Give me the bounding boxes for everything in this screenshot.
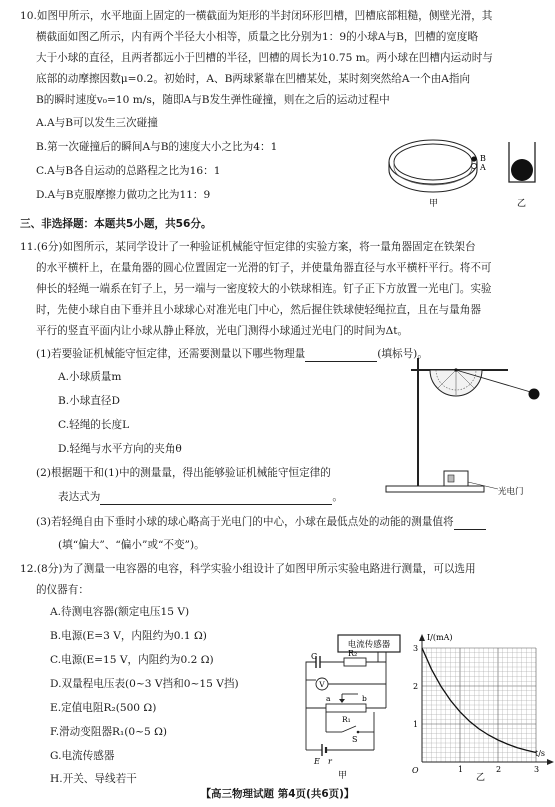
r2-label: R₂ <box>348 649 358 658</box>
sensor-label: 电流传感器 <box>347 640 391 650</box>
q10-line-5: B的瞬时速度v₀=10 m/s，随即A与B发生弹性碰撞，则在之后的运动过程中 <box>36 94 390 106</box>
q12-item-h: H.开关、导线若干 <box>50 773 137 785</box>
groove-figure <box>385 128 550 213</box>
y-tick-label: 1 <box>413 720 419 729</box>
x-axis-label: t/s <box>535 749 546 758</box>
page-footer: 【高三物理试题 第4页(共6页)】 <box>200 788 355 800</box>
x-tick-label: 3 <box>534 765 540 774</box>
q10-line-3: 大于小球的直径，且两者都远小于凹槽的半径，凹槽的周长为10.75 m。两小球在凹槽内运动时与 <box>36 52 493 64</box>
q12-item-f: F.滑动变阻器R₁(0~5 Ω) <box>50 726 168 738</box>
graph-caption: 乙 <box>476 773 486 782</box>
q11-line-5: 平行的竖直平面内让小球从静止释放，光电门测得小球通过光电门的时间为Δt。 <box>36 325 409 337</box>
q10-line-4: 底部的动摩擦因数μ=0.2。初始时，A、B两球紧靠在凹槽某处，某时刻突然给A一个由A指向 <box>36 73 471 85</box>
label-a: A <box>480 163 486 172</box>
q12-item-b: B.电源(E=3 V，内阻约为0.1 Ω) <box>50 630 207 642</box>
switch-label: S <box>352 735 358 744</box>
x-tick-label: 2 <box>496 765 502 774</box>
q11-line-3: 伸长的轻绳一端系在钉子上，另一端与一密度较大的小铁球相连。钉子正下方放置一光电门。实验 <box>36 283 492 295</box>
q11-sub2-tail: 。 <box>332 491 343 503</box>
photogate <box>444 471 468 486</box>
resistor-r2 <box>344 658 366 666</box>
y-axis-label: I/(mA) <box>427 633 453 642</box>
fig-yi-label: 乙 <box>517 199 527 209</box>
q10-option-b: B.第一次碰撞后的瞬间A与B的速度大小之比为4：1 <box>36 141 278 153</box>
q11-option-c: C.轻绳的长度L <box>58 419 130 431</box>
fig-jia-label: 甲 <box>429 199 439 209</box>
q10-line-1: 10.如图甲所示，水平地面上固定的一横截面为矩形的半封闭环形凹槽，凹槽底部粗糙，侧壁光滑，其 <box>20 10 493 22</box>
circuit-caption: 甲 <box>338 771 348 781</box>
pendulum-figure <box>378 346 553 504</box>
q11-sub2-blank[interactable] <box>100 493 332 505</box>
q11-line-2: 的水平横杆上，在量角器的圆心位置固定一光滑的钉子，并使量角器直径与水平横杆平行。将不可 <box>36 262 492 274</box>
current-time-graph <box>408 632 555 782</box>
q12-item-g: G.电流传感器 <box>50 750 115 762</box>
y-tick-label: 2 <box>413 682 419 691</box>
q11-line-4: 时，先使小球自由下垂并且小球球心对准光电门中心，然后握住铁球使轻绳拉直，且在与量角器 <box>36 304 481 316</box>
q11-line-1: 11.(6分)如图所示，某同学设计了一种验证机械能守恒定律的实验方案，将一量角器固定在铁架台 <box>20 241 476 253</box>
x-tick-label: 1 <box>458 765 464 774</box>
ball-a <box>471 163 476 168</box>
q10-option-d: D.A与B克服摩擦力做功之比为11：9 <box>36 189 211 201</box>
label-b: B <box>480 154 486 163</box>
emf-label: E <box>314 757 320 766</box>
q11-sub2-expr <box>58 489 343 505</box>
iron-ball <box>529 389 540 400</box>
rheostat-r1 <box>326 704 366 712</box>
q11-option-a: A.小球质量m <box>58 371 122 383</box>
q12-item-d: D.双量程电压表(0~3 V挡和0~15 V挡) <box>50 678 239 690</box>
q11-option-b: B.小球直径D <box>58 395 121 407</box>
r1-label: R₁ <box>342 715 351 724</box>
cross-section-ball <box>511 159 533 181</box>
q11-sub2-label: 表达式为 <box>58 491 101 503</box>
terminal-b: b <box>362 694 367 703</box>
voltmeter-label: V <box>319 680 325 689</box>
capacitor-label: C <box>311 652 318 661</box>
q11-sub3 <box>36 514 486 530</box>
q11-sub3-blank[interactable] <box>454 518 486 530</box>
circuit-diagram <box>298 632 410 782</box>
photogate-label: 光电门 <box>498 487 524 497</box>
q10-option-c: C.A与B各自运动的总路程之比为16：1 <box>36 165 221 177</box>
q12-item-e: E.定值电阻R₂(500 Ω) <box>50 702 157 714</box>
q11-sub3-hint: (填“偏大”、“偏小”或“不变”)。 <box>58 539 205 551</box>
q10-line-2: 横截面如图乙所示，内有两个半径大小相等，质量之比分别为1：9的小球A与B，凹槽的宽度略 <box>36 31 479 43</box>
q12-item-a: A.待测电容器(额定电压15 V) <box>50 606 190 618</box>
q12-line-1: 12.(8分)为了测量一电容器的电容，科学实验小组设计了如图甲所示实验电路进行测量，可以选用 <box>20 563 476 575</box>
q11-sub1-tail: (填标号)。 <box>377 348 428 360</box>
q12-item-c: C.电源(E=15 V，内阻约为0.2 Ω) <box>50 654 214 666</box>
q11-sub1-blank[interactable] <box>305 350 377 362</box>
section-heading: 三、非选择题：本题共5小题，共56分。 <box>20 218 212 230</box>
origin-label: O <box>412 766 419 775</box>
terminal-a: a <box>326 694 331 703</box>
q11-sub1 <box>36 346 428 362</box>
y-tick-label: 3 <box>413 644 419 653</box>
q11-sub1-text: (1)若要验证机械能守恒定律，还需要测量以下哪些物理量 <box>36 348 306 360</box>
ball-b <box>471 156 476 161</box>
q12-line-2: 的仪器有： <box>36 584 89 596</box>
q11-sub2: (2)根据题干和(1)中的测量量，得出能够验证机械能守恒定律的 <box>36 467 331 479</box>
q11-sub3-text: (3)若轻绳自由下垂时小球的球心略高于光电门的中心，小球在最低点处的动能的测量值将 <box>36 516 454 528</box>
internal-r-label: r <box>328 757 332 766</box>
q11-option-d: D.轻绳与水平方向的夹角θ <box>58 443 182 455</box>
q10-option-a: A.A与B可以发生三次碰撞 <box>36 117 158 129</box>
